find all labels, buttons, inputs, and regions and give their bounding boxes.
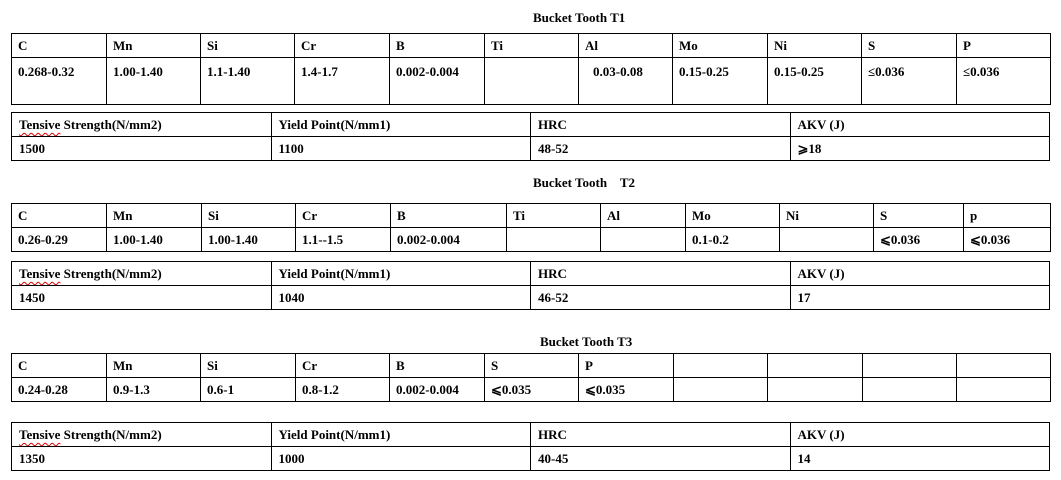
cell-text: 1350 <box>19 451 45 466</box>
element-header: S <box>862 34 957 58</box>
property-header <box>790 423 1050 447</box>
t3-properties-table <box>11 422 1050 471</box>
spellcheck-word: Tensive <box>19 117 61 132</box>
t2-props_headers-row <box>12 262 1050 286</box>
cell-text: Tensive Strength(N/mm2) <box>19 117 162 132</box>
property-header <box>271 113 531 137</box>
property-header <box>531 423 791 447</box>
element-value: 0.26-0.29 <box>12 228 107 252</box>
cell-text: Yield Point(N/mm1) <box>278 117 391 132</box>
cell-text: 1040 <box>278 290 305 305</box>
property-header <box>531 262 791 286</box>
element-header: Si <box>201 34 295 58</box>
element-header: Cr <box>296 354 390 378</box>
property-value <box>12 447 272 471</box>
element-value: 0.268-0.32 <box>12 58 107 105</box>
element-header: Si <box>201 354 296 378</box>
cell-text: 1000 <box>278 451 305 466</box>
element-value <box>485 58 579 105</box>
cell-text: Tensive Strength(N/mm2) <box>19 266 162 281</box>
t3-props_headers-row <box>12 423 1050 447</box>
element-value: 0.6-1 <box>201 378 296 402</box>
property-header <box>790 262 1050 286</box>
element-value <box>674 378 768 402</box>
t2-title: Bucket Tooth T2 <box>533 175 635 190</box>
element-header: Ti <box>485 34 579 58</box>
element-value: 1.1--1.5 <box>296 228 391 252</box>
t1-props_values-row <box>12 137 1050 161</box>
property-value <box>790 137 1050 161</box>
spellcheck-word: Tensive <box>19 266 61 281</box>
t1-properties-table <box>11 112 1050 161</box>
t3-headers-row <box>12 354 1051 378</box>
t2-props_values-row <box>12 286 1050 310</box>
element-value: ⩽0.035 <box>485 378 579 402</box>
element-value: ≤0.036 <box>957 58 1051 105</box>
property-value <box>531 447 791 471</box>
t3-values-row <box>12 378 1051 402</box>
cell-text: 1500 <box>19 141 45 156</box>
element-value: 1.1-1.40 <box>201 58 295 105</box>
cell-text: 17 <box>797 290 811 305</box>
element-header: Ti <box>507 204 601 228</box>
cell-text: HRC <box>538 117 567 132</box>
element-value: 0.002-0.004 <box>390 378 485 402</box>
element-header: Ni <box>780 204 874 228</box>
t1-values-row <box>12 58 1051 105</box>
t2-composition-table <box>11 203 1051 252</box>
property-header <box>12 262 272 286</box>
cell-text: HRC <box>538 427 567 442</box>
element-header <box>863 354 957 378</box>
property-value <box>790 286 1050 310</box>
element-value <box>957 378 1051 402</box>
element-value: 0.002-0.004 <box>391 228 507 252</box>
t3-title: Bucket Tooth T3 <box>540 334 633 349</box>
t3-props_values-row <box>12 447 1050 471</box>
element-header: p <box>964 204 1051 228</box>
t2-properties-table <box>11 261 1050 310</box>
element-header: C <box>12 204 107 228</box>
cell-text: 14 <box>797 451 811 466</box>
cell-text: AKV (J) <box>797 427 845 442</box>
property-value <box>271 286 531 310</box>
property-value <box>271 137 531 161</box>
element-header: C <box>12 34 107 58</box>
cell-text: AKV (J) <box>797 117 845 132</box>
element-value: 0.8-1.2 <box>296 378 390 402</box>
element-value: 1.00-1.40 <box>107 228 202 252</box>
element-value: 1.00-1.40 <box>107 58 201 105</box>
t1-composition-table <box>11 33 1051 105</box>
element-header: Si <box>202 204 296 228</box>
property-value <box>531 286 791 310</box>
element-value <box>768 378 863 402</box>
t2-headers-row <box>12 204 1051 228</box>
cell-text: Yield Point(N/mm1) <box>278 427 391 442</box>
element-header <box>674 354 768 378</box>
spellcheck-word: Tensive <box>19 427 61 442</box>
element-value: ⩽0.036 <box>964 228 1051 252</box>
element-header: B <box>391 204 507 228</box>
t1-headers-row <box>12 34 1051 58</box>
element-header: Mo <box>673 34 768 58</box>
element-header: P <box>957 34 1051 58</box>
element-header: S <box>874 204 964 228</box>
t1-props_headers-row <box>12 113 1050 137</box>
cell-text: Yield Point(N/mm1) <box>278 266 391 281</box>
element-value: 0.1-0.2 <box>686 228 780 252</box>
cell-text: 40-45 <box>538 451 569 466</box>
element-value: 0.9-1.3 <box>107 378 201 402</box>
element-value: 0.15-0.25 <box>768 58 862 105</box>
element-header: C <box>12 354 107 378</box>
property-header <box>271 423 531 447</box>
element-header: Mn <box>107 34 201 58</box>
property-header <box>12 113 272 137</box>
element-header: S <box>485 354 579 378</box>
element-header: Mn <box>107 354 201 378</box>
element-value <box>780 228 874 252</box>
element-value: 1.4-1.7 <box>295 58 390 105</box>
cell-text: HRC <box>538 266 567 281</box>
cell-text: 48-52 <box>538 141 569 156</box>
element-header: B <box>390 34 485 58</box>
cell-text: ⩾18 <box>797 141 822 156</box>
element-header: Cr <box>295 34 390 58</box>
cell-text: 1450 <box>19 290 45 305</box>
element-header: Ni <box>768 34 862 58</box>
element-value <box>863 378 957 402</box>
element-value: 0.03-0.08 <box>579 58 673 105</box>
property-value <box>12 286 272 310</box>
element-value: 0.15-0.25 <box>673 58 768 105</box>
element-header: B <box>390 354 485 378</box>
element-header: P <box>579 354 674 378</box>
property-value <box>271 447 531 471</box>
element-value: 0.24-0.28 <box>12 378 107 402</box>
property-value <box>531 137 791 161</box>
element-value: 1.00-1.40 <box>202 228 296 252</box>
element-value: 0.002-0.004 <box>390 58 485 105</box>
property-value <box>12 137 272 161</box>
element-header: Cr <box>296 204 391 228</box>
property-header <box>790 113 1050 137</box>
element-header: Al <box>601 204 686 228</box>
element-header: Al <box>579 34 673 58</box>
property-header <box>12 423 272 447</box>
element-header: Mo <box>686 204 780 228</box>
cell-text: 1100 <box>278 141 304 156</box>
element-header <box>957 354 1051 378</box>
t1-title: Bucket Tooth T1 <box>533 10 626 25</box>
property-header <box>531 113 791 137</box>
element-header: Mn <box>107 204 202 228</box>
cell-text: Tensive Strength(N/mm2) <box>19 427 162 442</box>
element-header <box>768 354 863 378</box>
element-value: ⩽0.035 <box>579 378 674 402</box>
property-value <box>790 447 1050 471</box>
element-value <box>601 228 686 252</box>
t3-composition-table <box>11 353 1051 402</box>
element-value <box>507 228 601 252</box>
cell-text: 46-52 <box>538 290 569 305</box>
t2-values-row <box>12 228 1051 252</box>
cell-text: AKV (J) <box>797 266 845 281</box>
element-value: ⩽0.036 <box>874 228 964 252</box>
property-header <box>271 262 531 286</box>
element-value: ≤0.036 <box>862 58 957 105</box>
